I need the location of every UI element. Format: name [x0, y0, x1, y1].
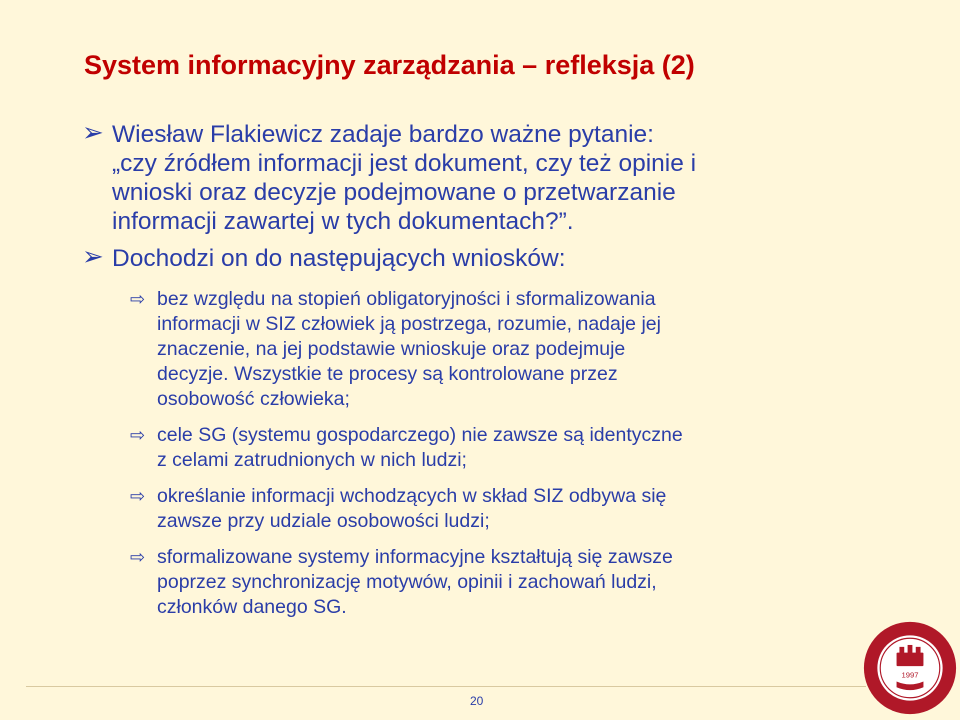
arrowhead-bullet-icon: ➢	[82, 117, 104, 147]
sub-bullet-2	[84, 423, 864, 473]
university-seal-icon	[862, 620, 958, 716]
main-bullet-2	[82, 241, 864, 273]
hollow-arrow-bullet-icon: ⇨	[130, 289, 146, 309]
bullet-line: „czy źródłem informacji jest dokument, czy też opinie i	[112, 150, 697, 177]
sub-bullet-line: zawsze przy udziale osobowości ludzi;	[157, 510, 490, 532]
bullet-line: informacji zawartej w tych dokumentach?”.	[112, 208, 574, 235]
sub-bullet-3	[84, 484, 864, 534]
bullet-line: wnioski oraz decyzje podejmowane o przetwarzanie	[112, 179, 676, 206]
sub-bullet-line: członków danego SG.	[157, 596, 347, 618]
arrowhead-bullet-icon: ➢	[82, 241, 104, 271]
footer-divider	[26, 686, 866, 687]
sub-bullet-line: decyzje. Wszystkie te procesy są kontrolowane przez	[157, 363, 618, 385]
page-number: 20	[470, 694, 484, 708]
sub-bullet-list	[84, 287, 864, 620]
sub-bullet-line: określanie informacji wchodzących w skład SIZ odbywa się	[157, 485, 667, 507]
sub-bullet-1	[84, 287, 864, 412]
sub-bullet-line: bez względu na stopień obligatoryjności i sformalizowania	[157, 288, 656, 310]
sub-bullet-line: cele SG (systemu gospodarczego) nie zawsze są identyczne	[157, 424, 683, 446]
sub-bullet-line: sformalizowane systemy informacyjne kształtują się zawsze	[157, 546, 673, 568]
slide-content	[82, 117, 864, 631]
slide-title: System informacyjny zarządzania – refleksja (2)	[84, 50, 695, 80]
hollow-arrow-bullet-icon: ⇨	[130, 486, 146, 506]
hollow-arrow-bullet-icon: ⇨	[130, 547, 146, 567]
sub-bullet-line: poprzez synchronizację motywów, opinii i zachowań ludzi,	[157, 571, 657, 593]
sub-bullet-line: znaczenie, na jej podstawie wnioskuje oraz podejmuje	[157, 338, 626, 360]
sub-bullet-4	[84, 545, 864, 620]
sub-bullet-line: informacji w SIZ człowiek ją postrzega, rozumie, nadaje jej	[157, 313, 661, 335]
seal-year: 1997	[901, 670, 919, 680]
sub-bullet-line: z celami zatrudnionych w nich ludzi;	[157, 449, 467, 471]
sub-bullet-line: osobowość człowieka;	[157, 388, 350, 410]
hollow-arrow-bullet-icon: ⇨	[130, 425, 146, 445]
main-bullet-1	[82, 117, 864, 236]
bullet-line: Dochodzi on do następujących wniosków:	[112, 245, 566, 272]
bullet-line: Wiesław Flakiewicz zadaje bardzo ważne pytanie:	[112, 121, 654, 148]
seal-emblem	[897, 645, 924, 666]
